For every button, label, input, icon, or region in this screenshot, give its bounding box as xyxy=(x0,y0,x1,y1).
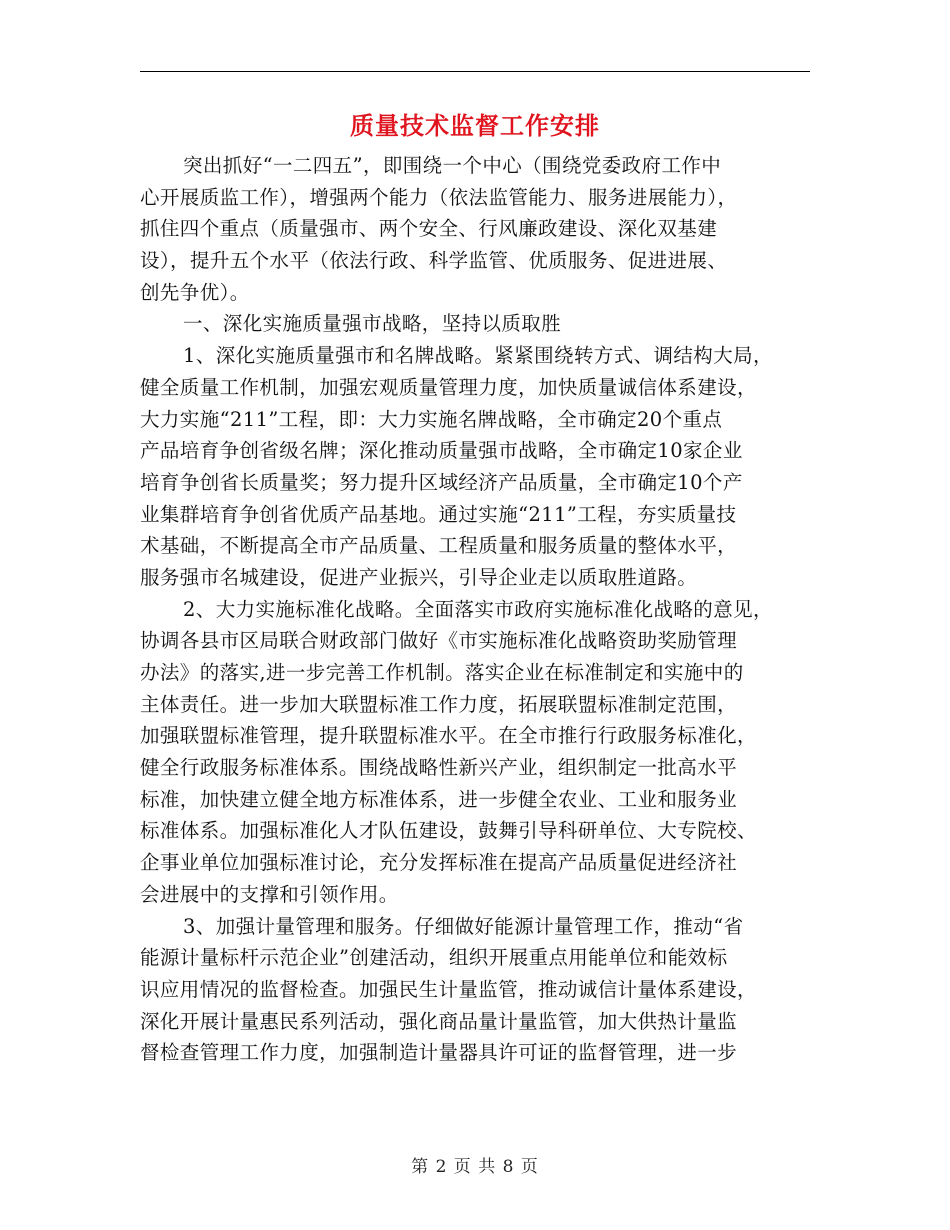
text-line: 标准体系。加强标准化人才队伍建设，鼓舞引导科研单位、大专院校、 xyxy=(140,819,757,843)
text-line: 能源计量标杆示范企业”创建活动，组织开展重点用能单位和能效标 xyxy=(140,946,728,970)
header-rule xyxy=(140,71,810,72)
text-line: 业集群培育争创省优质产品基地。通过实施“211”工程，夯实质量技 xyxy=(140,502,737,526)
text-line: 主体责任。进一步加大联盟标准工作力度，拓展联盟标准制定范围， xyxy=(140,692,738,716)
document-title: 质量技术监督工作安排 xyxy=(350,111,600,140)
text-line: 3、加强计量管理和服务。仔细做好能源计量管理工作，推动“省 xyxy=(183,914,744,938)
text-line: 心开展质监工作），增强两个能力（依法监管能力、服务进展能力）， xyxy=(140,185,738,209)
text-line: 2、大力实施标准化战略。全面落实市政府实施标准化战略的意见， xyxy=(183,597,773,621)
text-line: 创先争优）。 xyxy=(140,280,250,304)
text-line: 突出抓好“一二四五”，即围绕一个中心（围绕党委政府工作中 xyxy=(183,154,722,177)
text-line: 识应用情况的监督检查。加强民生计量监管，推动诚信计量体系建设， xyxy=(140,977,757,1001)
document-body xyxy=(140,150,812,1069)
text-line: 健全质量工作机制，加强宏观质量管理力度，加快质量诚信体系建设， xyxy=(140,375,757,399)
text-line: 术基础，不断提高全市产品质量、工程质量和服务质量的整体水平， xyxy=(140,534,738,558)
text-line: 加强联盟标准管理，提升联盟标准水平。在全市推行行政服务标准化， xyxy=(140,724,757,748)
text-line: 产品培育争创省级名牌；深化推动质量强市战略，全市确定10家企业 xyxy=(140,439,743,463)
text-line: 健全行政服务标准体系。围绕战略性新兴产业，组织制定一批高水平 xyxy=(140,756,738,780)
text-line: 会进展中的支撑和引领作用。 xyxy=(140,882,399,906)
text-line: 培育争创省长质量奖；努力提升区域经济产品质量，全市确定10个产 xyxy=(140,470,743,494)
text-line: 设），提升五个水平（依法行政、科学监管、优质服务、促进进展、 xyxy=(140,249,728,273)
text-line: 一、深化实施质量强市战略，坚持以质取胜 xyxy=(183,312,562,336)
text-line: 服务强市名城建设，促进产业振兴，引导企业走以质取胜道路。 xyxy=(140,565,698,589)
text-line: 协调各县市区局联合财政部门做好《市实施标准化战略资助奖励管理 xyxy=(140,629,738,653)
text-line: 标准，加快建立健全地方标准体系，进一步健全农业、工业和服务业 xyxy=(140,787,738,811)
text-line: 1、深化实施质量强市和名牌战略。紧紧围绕转方式、调结构大局， xyxy=(183,344,773,368)
text-line: 大力实施“211”工程，即：大力实施名牌战略，全市确定20个重点 xyxy=(140,407,723,431)
text-line: 抓住四个重点（质量强市、两个安全、行风廉政建设、深化双基建 xyxy=(140,217,718,241)
text-line: 督检查管理工作力度，加强制造计量器具许可证的监督管理，进一步 xyxy=(140,1041,738,1065)
page-number: 第 2 页 共 8 页 xyxy=(411,1157,539,1177)
text-line: 办法》的落实,进一步完善工作机制。落实企业在标准制定和实施中的 xyxy=(140,661,744,684)
text-line: 企事业单位加强标准讨论，充分发挥标准在提高产品质量促进经济社 xyxy=(140,851,738,875)
text-line: 深化开展计量惠民系列活动，强化商品量计量监管，加大供热计量监 xyxy=(140,1009,738,1033)
